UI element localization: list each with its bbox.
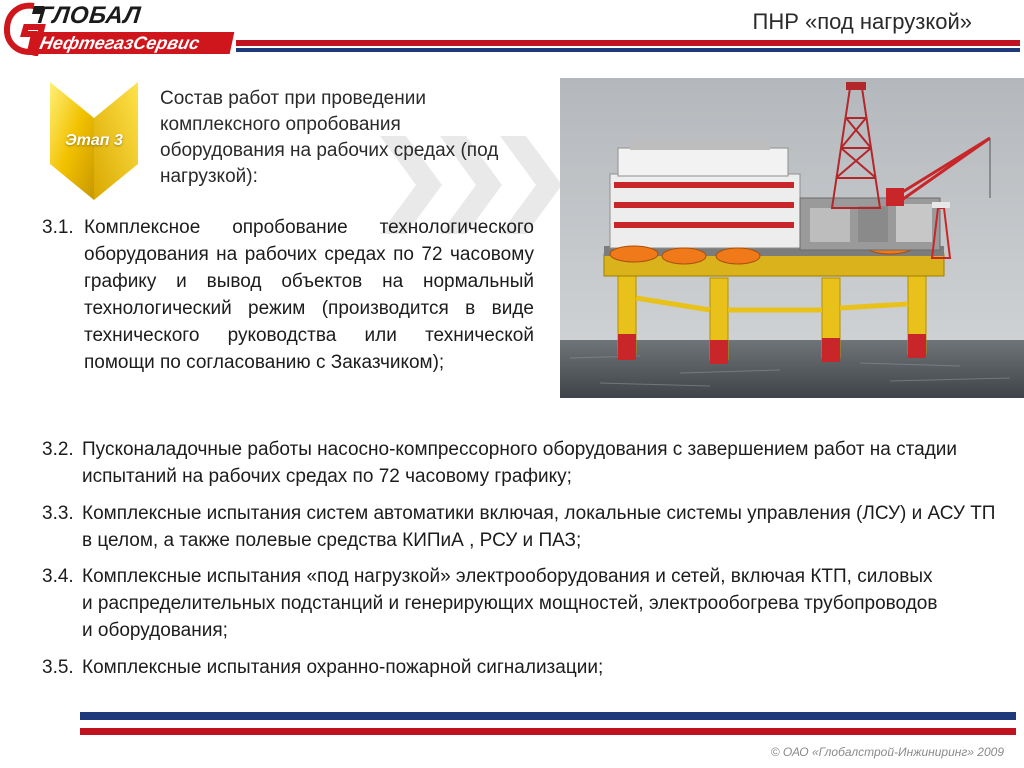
list-item-number: 3.2. <box>42 439 74 460</box>
header-divider-blue <box>236 48 1020 52</box>
list-item <box>42 214 534 376</box>
footer-divider-blue <box>80 712 1016 720</box>
section-subtitle: Состав работ при проведении комплексного опробования оборудования на рабочих средах (под нагрузкой): <box>160 88 499 187</box>
list-item-text: Пусконаладочные работы насосно-компрессорного оборудования с завершением работ на стадии испытаний на рабочих средах по 72 часовому графику; <box>82 439 958 487</box>
company-logo <box>4 2 236 56</box>
footer-divider-red <box>80 728 1016 735</box>
copyright-text: © ОАО «Глобалстрой-Инжиниринг» 2009 <box>770 745 1004 759</box>
list-item-text: Комплексные испытания «под нагрузкой» электрооборудования и сетей, включая КТП, силовых и распределительных подстанций и генерирующих мощностей, электрообогрева трубопроводов и оборудования; <box>82 566 938 641</box>
list-item <box>42 500 1002 554</box>
offshore-platform-photo <box>560 78 1024 398</box>
stage-label: Этап 3 <box>65 132 123 149</box>
list-item <box>42 436 1002 490</box>
list-item <box>42 563 942 644</box>
logo-word-neftegazservis: НефтегазСервис <box>30 32 235 54</box>
header-divider-red <box>236 40 1020 46</box>
list-item-text: Комплексные испытания охранно-пожарной сигнализации; <box>82 657 604 678</box>
logo-word-global: ГЛОБАЛ <box>36 2 143 29</box>
list-item-text: Комплексные испытания систем автоматики включая, локальные системы управления (ЛСУ) и АСУ ТП в целом, а также полевые средства КИПиА , РСУ и ПАЗ; <box>82 503 996 551</box>
list-item-text: Комплексное опробование технологического оборудования на рабочих средах по 72 часовому графику и вывод объектов на нормальный технологический режим (производится в виде технического руководства или технической помощи по согласованию с Заказчиком); <box>84 217 534 373</box>
list-item-number: 3.4. <box>42 566 74 587</box>
list-item-number: 3.5. <box>42 657 74 678</box>
list-item-number: 3.1. <box>42 217 74 238</box>
list-item <box>42 654 1002 681</box>
slide-title: ПНР «под нагрузкой» <box>752 9 972 34</box>
stage-badge <box>50 82 138 200</box>
list-item-number: 3.3. <box>42 503 74 524</box>
